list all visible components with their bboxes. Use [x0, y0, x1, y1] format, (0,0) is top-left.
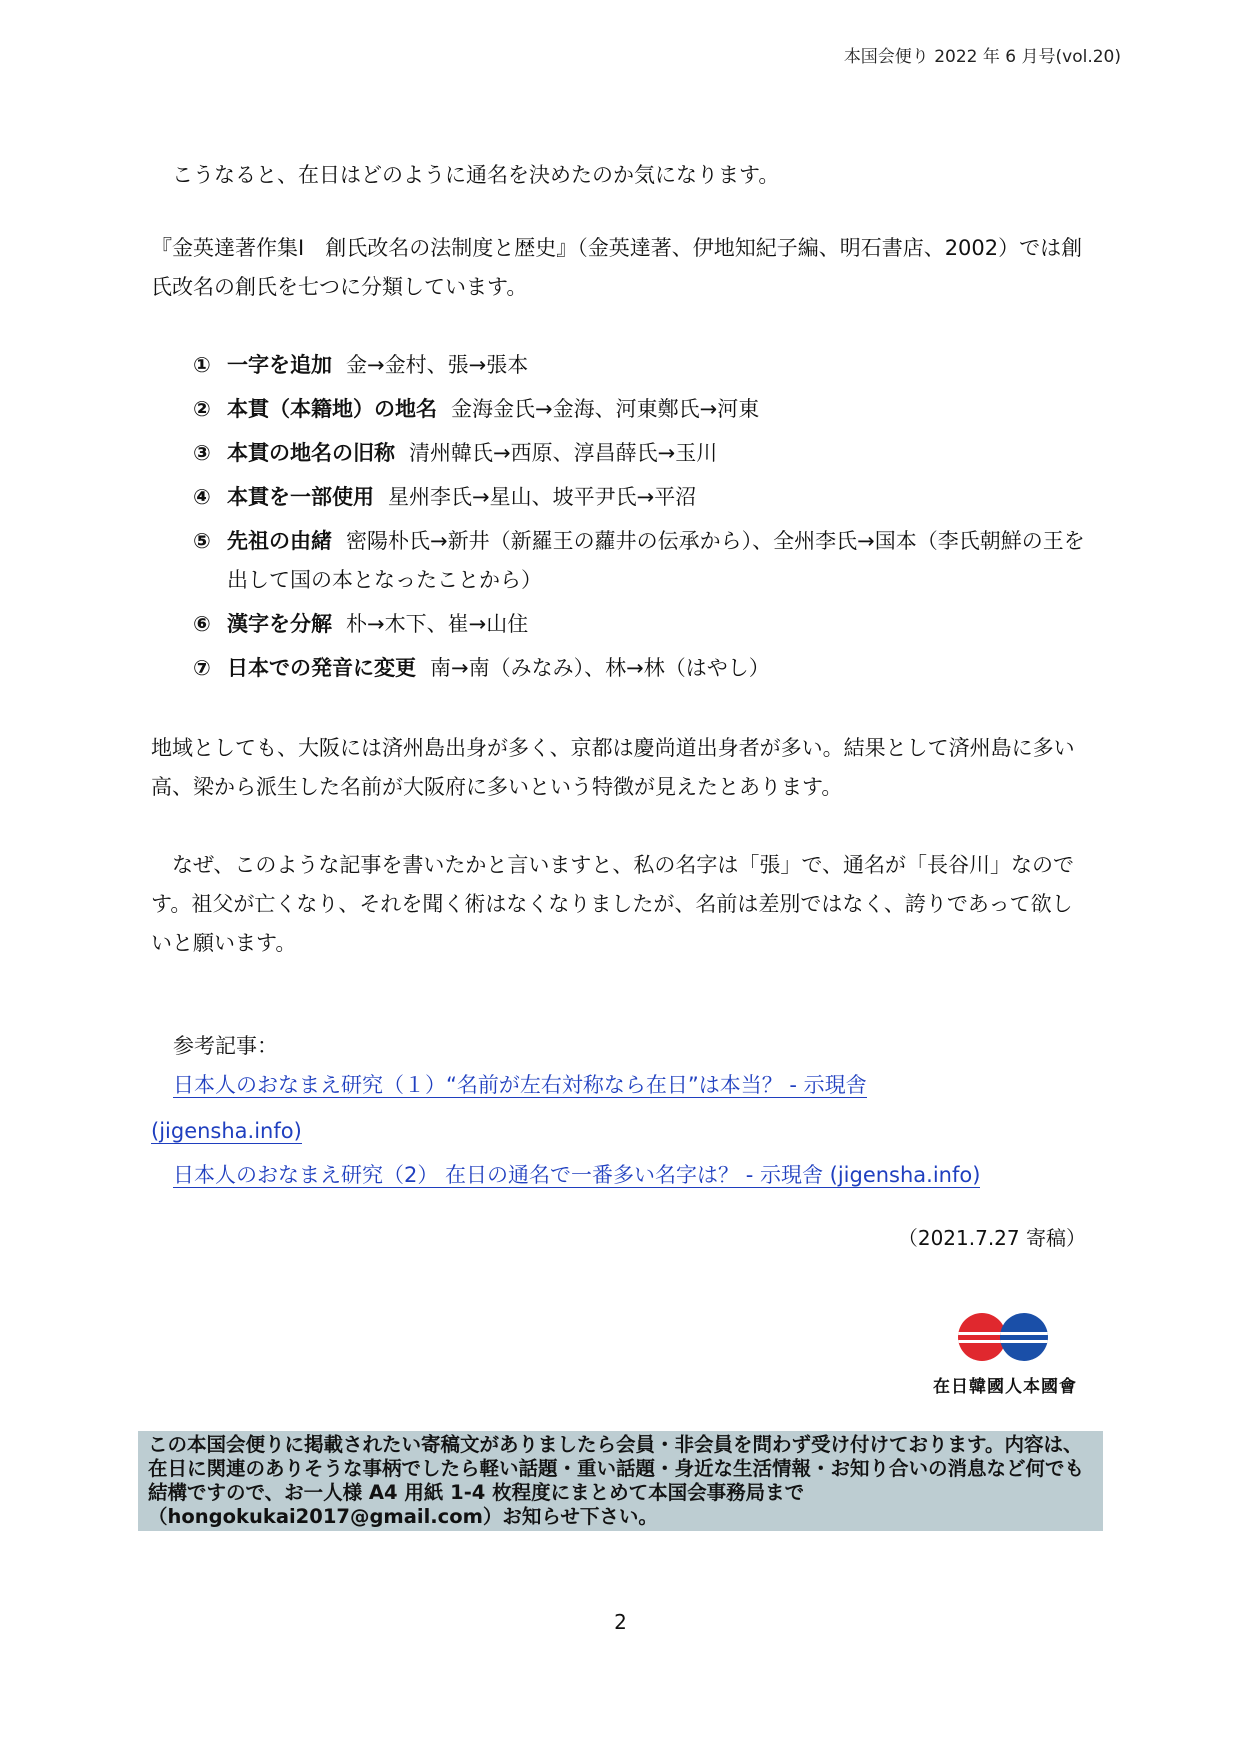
list-item [193, 346, 1098, 385]
list-number: ③ [193, 441, 211, 465]
list-desc: 星州李氏→星山、坡平尹氏→平沼 [388, 485, 697, 509]
list-item [193, 649, 1098, 688]
list-item [193, 605, 1098, 644]
paragraph-book: 『金英達著作集Ⅰ 創氏改名の法制度と歴史』（金英達著、伊地知紀子編、明石書店、2002）では創氏改名の創氏を七つに分類しています。 [151, 236, 1083, 299]
reference-link-1[interactable] [173, 1070, 1093, 1100]
list-item [193, 522, 1098, 600]
list-term: 本貫を一部使用 [227, 485, 374, 509]
classification-list [193, 346, 1098, 693]
page-header: 本国会便り 2022 年 6 月号(vol.20) [843, 47, 1121, 67]
reference-link-2[interactable] [173, 1160, 1093, 1190]
reference-link-2-text[interactable]: 日本人のおなまえ研究（2） 在日の通名で一番多い名字は？ - 示現舎 (jigensha.info) [173, 1163, 981, 1187]
reference-link-1-text[interactable]: 日本人のおなまえ研究（１）“名前が左右対称なら在日”は本当？ - 示現舎 [173, 1073, 867, 1097]
list-desc: 密陽朴氏→新井（新羅王の蘿井の伝承から）、全州李氏→国本（李氏朝鮮の王を出して国の本となったことから） [227, 529, 1085, 592]
list-item [193, 390, 1098, 429]
list-term: 漢字を分解 [227, 612, 332, 636]
logo-text: 在日韓國人本國會 [933, 1377, 1077, 1397]
list-term: 本貫の地名の旧称 [227, 441, 395, 465]
page-number: 2 [614, 1610, 627, 1634]
list-desc: 南→南（みなみ）、林→林（はやし） [430, 656, 770, 680]
list-term: 日本での発音に変更 [227, 656, 416, 680]
list-number: ⑥ [193, 612, 211, 636]
paragraph-intro: こうなると、在日はどのように通名を決めたのか気になります。 [151, 163, 780, 187]
list-number: ⑦ [193, 656, 211, 680]
list-desc: 朴→木下、崔→山住 [346, 612, 529, 636]
list-term: 先祖の由緒 [227, 529, 332, 553]
paragraph-personal: なぜ、このような記事を書いたかと言いますと、私の名字は「張」で、通名が「長谷川」なのです。祖父が亡くなり、それを聞く術はなくなりましたが、名前は差別ではなく、誇りであって欲しいと願います。 [151, 853, 1074, 955]
list-item [193, 434, 1098, 473]
references-label: 参考記事： [173, 1034, 278, 1058]
list-item [193, 478, 1098, 517]
list-desc: 金海金氏→金海、河東鄭氏→河東 [451, 397, 760, 421]
list-term: 一字を追加 [227, 353, 332, 377]
list-number: ⑤ [193, 529, 211, 553]
list-desc: 金→金村、張→張本 [346, 353, 529, 377]
list-term: 本貫（本籍地）の地名 [227, 397, 437, 421]
submission-date: （2021.7.27 寄稿） [897, 1226, 1086, 1250]
paragraph-region: 地域としても、大阪には済州島出身が多く、京都は慶尚道出身者が多い。結果として済州島に多い高、梁から派生した名前が大阪府に多いという特徴が見えたとあります。 [151, 736, 1075, 799]
list-desc: 清州韓氏→西原、淳昌薛氏→玉川 [409, 441, 718, 465]
reference-link-1-domain[interactable]: (jigensha.info) [151, 1119, 302, 1143]
logo-circles-icon [920, 1310, 1090, 1370]
list-number: ① [193, 353, 211, 377]
submission-notice: この本国会便りに掲載されたい寄稿文がありましたら会員・非会員を問わず受け付けております。内容は、在日に関連のありそうな事柄でしたら軽い話題・重い話題・身近な生活情報・お知り合いの消息など何でも結構ですので、お一人様 A4 用紙 1-4 枚程度にまとめて本国会事務局まで（hongokukai2017@gmail.com）お知らせ下さい。 [138, 1431, 1103, 1531]
reference-link-1-cont[interactable] [151, 1116, 302, 1146]
list-number: ④ [193, 485, 211, 509]
list-number: ② [193, 397, 211, 421]
organization-logo [920, 1310, 1090, 1400]
